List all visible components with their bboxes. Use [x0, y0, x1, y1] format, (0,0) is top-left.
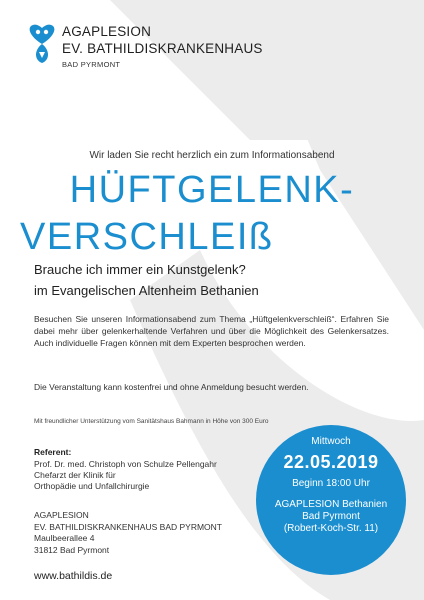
- org-name: AGAPLESION: [62, 24, 152, 39]
- hospital-address: [34, 510, 222, 556]
- admission-paragraph: Die Veranstaltung kann kostenfrei und ohne Anmeldung besucht werden.: [34, 382, 309, 392]
- address-line1: AGAPLESION: [34, 510, 89, 520]
- org-location: BAD PYRMONT: [62, 60, 121, 69]
- event-weekday: Mittwoch: [311, 436, 351, 447]
- venue-city: Bad Pyrmont: [302, 511, 360, 522]
- event-info-badge: [256, 425, 406, 575]
- address-line2: EV. BATHILDISKRANKENHAUS BAD PYRMONT: [34, 521, 222, 532]
- speaker-label: Referent:: [34, 447, 72, 457]
- venue-street: (Robert-Koch-Str. 11): [283, 523, 379, 534]
- agaplesion-logo-icon: [28, 22, 56, 64]
- address-street: Maulbeerallee 4: [34, 533, 95, 543]
- venue-name: AGAPLESION Bethanien: [274, 499, 388, 510]
- subtitle-question: Brauche ich immer ein Kunstgelenk?: [34, 262, 246, 277]
- description-paragraph: Besuchen Sie unseren Informationsabend zum Thema „Hüftgelenkverschleiß“. Erfahren Sie dabei mehr über gelenkerhaltende Verfahren und über die Möglichkeit des Gelenkersatzes. Auch individuelle Fragen können mit dem Experten besprochen werden.: [34, 314, 389, 348]
- event-date: 22.05.2019: [283, 452, 379, 472]
- speaker-department: Orthopädie und Unfallchirurgie: [34, 481, 150, 491]
- speaker-position: Chefarzt der Klinik für: [34, 470, 116, 480]
- event-venue: [256, 499, 406, 535]
- org-subname: EV. BATHILDISKRANKENHAUS: [62, 41, 263, 56]
- event-time: Beginn 18:00 Uhr: [292, 478, 370, 489]
- headline-line2: VERSCHLEIß: [20, 216, 274, 258]
- subtitle-location: im Evangelischen Altenheim Bethanien: [34, 283, 259, 298]
- speaker-name: Prof. Dr. med. Christoph von Schulze Pellengahr: [34, 459, 217, 469]
- website-link[interactable]: www.bathildis.de: [34, 570, 113, 582]
- speaker-details: [34, 459, 217, 492]
- invitation-text: Wir laden Sie recht herzlich ein zum Informationsabend: [89, 150, 335, 161]
- address-city: 31812 Bad Pyrmont: [34, 544, 110, 555]
- headline-line1: HÜFTGELENK-: [69, 169, 355, 211]
- sponsor-note: Mit freundlicher Unterstützung vom Sanitätshaus Bahmann in Höhe von 300 Euro: [34, 418, 269, 425]
